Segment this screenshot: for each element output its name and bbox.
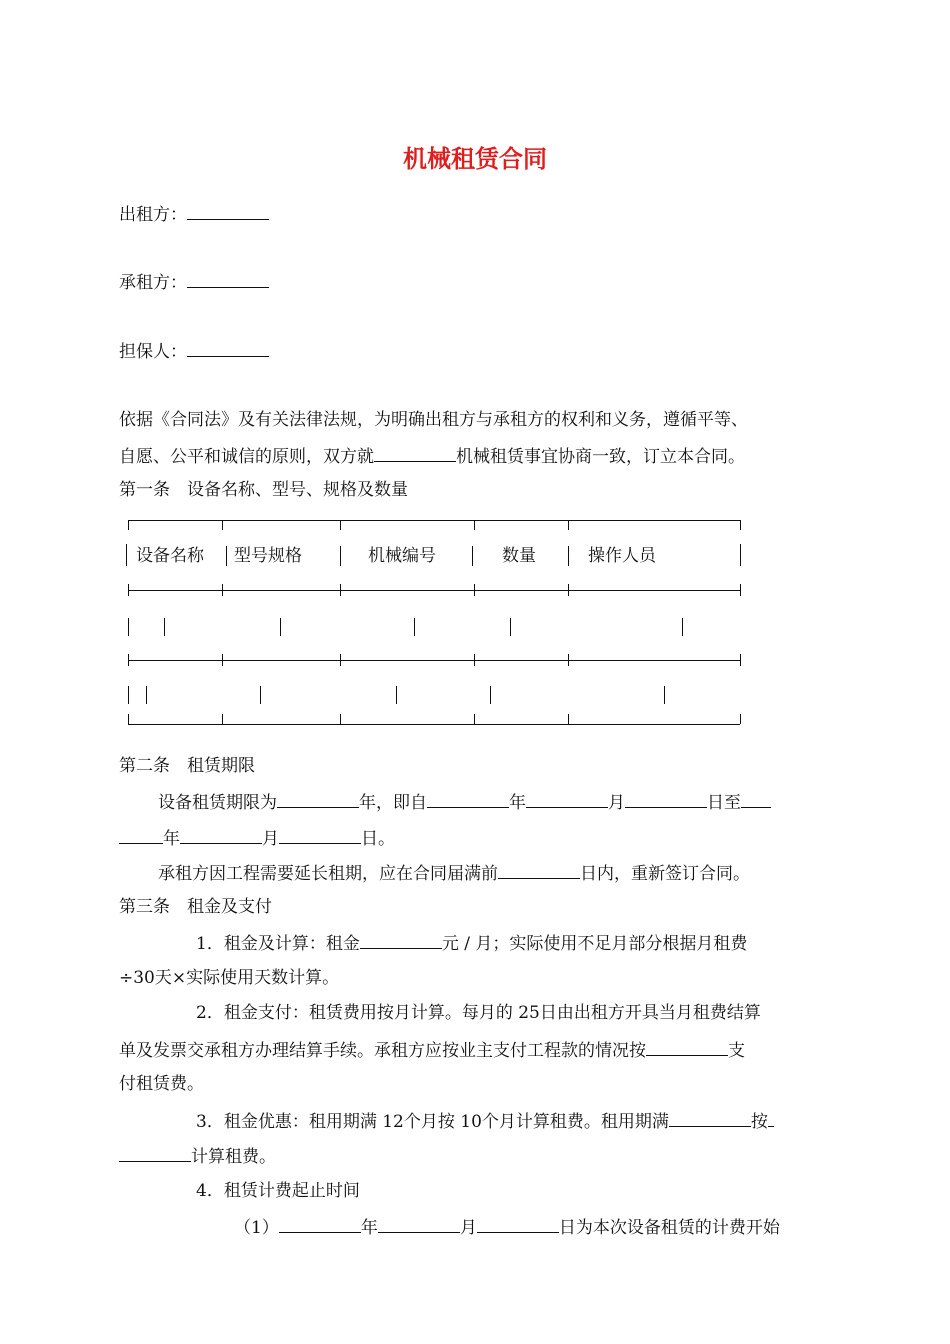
term-text: 日至 — [707, 793, 741, 813]
term-text: 日。 — [361, 829, 395, 849]
table-tick — [222, 520, 223, 530]
rent-item-4: 4．租赁计费起止时间 — [196, 1181, 360, 1201]
term-text: 月 — [262, 829, 279, 849]
table-tick — [474, 714, 475, 724]
intro-text-a: 自愿、公平和诚信的原则，双方就 — [119, 447, 374, 467]
table-tick — [568, 714, 569, 724]
table-cross — [222, 654, 223, 666]
discount-blank[interactable] — [768, 1108, 774, 1127]
equipment-table — [122, 516, 742, 732]
table-cell-divider — [396, 686, 397, 704]
table-tick — [340, 714, 341, 724]
table-cell-divider — [510, 618, 511, 636]
rent-text: 元 / 月；实际使用不足月部分根据月租费 — [441, 934, 748, 954]
table-header-cell: 型号规格 — [234, 546, 302, 566]
term-blank[interactable] — [741, 789, 771, 808]
table-border-right — [740, 544, 741, 566]
table-header-cell: 设备名称 — [136, 546, 204, 566]
term-blank[interactable] — [119, 825, 163, 844]
table-rule-middle — [128, 660, 740, 661]
table-cell-divider — [490, 686, 491, 704]
lessee-label: 承租方： — [119, 273, 187, 293]
table-col-divider — [568, 546, 569, 566]
table-header-cell: 操作人员 — [588, 546, 656, 566]
term-text: 年 — [163, 829, 180, 849]
rent-text: 按 — [750, 1112, 768, 1132]
table-cell-divider — [260, 686, 261, 704]
table-tick — [128, 584, 129, 596]
rent-item-2-end: 付租赁费。 — [119, 1074, 204, 1094]
term-blank[interactable] — [279, 825, 361, 844]
term-blank[interactable] — [625, 789, 707, 808]
lessor-label: 出租方： — [119, 205, 187, 225]
table-cell-divider — [280, 618, 281, 636]
extension-blank[interactable] — [498, 860, 580, 879]
term-blank[interactable] — [277, 789, 359, 808]
table-cell-divider — [128, 618, 129, 636]
table-cell-divider — [664, 686, 665, 704]
table-col-divider — [340, 546, 341, 566]
discount-blank[interactable] — [119, 1143, 191, 1162]
intro-line-2 — [119, 443, 745, 469]
table-cross — [222, 584, 223, 596]
intro-line-1: 依据《合同法》及有关法律法规，为明确出租方与承租方的权利和义务，遵循平等、 — [119, 410, 748, 430]
rent-item-3 — [196, 1108, 774, 1134]
term-blank[interactable] — [526, 789, 608, 808]
billing-text: 日为本次设备租赁的计费开始 — [558, 1218, 780, 1238]
rent-item-3-cont — [119, 1143, 276, 1169]
table-col-divider — [472, 546, 473, 566]
billing-text: 年 — [360, 1218, 378, 1238]
intro-text-b: 机械租赁事宜协商一致，订立本合同。 — [456, 447, 745, 467]
payment-blank[interactable] — [646, 1037, 728, 1056]
article2-heading: 第二条 租赁期限 — [119, 756, 255, 776]
table-tick — [740, 584, 741, 596]
rent-blank[interactable] — [360, 930, 442, 949]
table-tick — [128, 714, 129, 724]
table-tick — [740, 714, 741, 724]
rent-text: 3．租金优惠：租用期满 12个月按 10个月计算租费。租用期满 — [196, 1112, 669, 1132]
table-tick — [128, 520, 129, 530]
rent-item-1 — [196, 930, 747, 956]
table-tick — [740, 520, 741, 530]
rent-text: 1．租金及计算：租金 — [196, 934, 360, 954]
guarantor-line — [119, 338, 269, 364]
table-cross — [568, 654, 569, 666]
billing-text: （1） — [234, 1218, 279, 1238]
rent-item-2-cont — [119, 1037, 745, 1063]
table-cross — [474, 654, 475, 666]
table-cell-divider — [146, 686, 147, 704]
billing-text: 月 — [459, 1218, 477, 1238]
term-text: 设备租赁期限为 — [158, 793, 277, 813]
discount-blank[interactable] — [669, 1108, 751, 1127]
table-rule-header — [128, 590, 740, 591]
table-tick — [740, 654, 741, 666]
billing-start-line — [234, 1214, 780, 1240]
table-cell-divider — [164, 618, 165, 636]
term-blank[interactable] — [180, 825, 262, 844]
rent-item-1-cont: ÷30天×实际使用天数计算。 — [119, 968, 340, 988]
article3-heading: 第三条 租金及支付 — [119, 897, 272, 917]
article1-heading: 第一条 设备名称、型号、规格及数量 — [119, 480, 408, 500]
table-header-cell: 数量 — [502, 546, 536, 566]
billing-blank[interactable] — [279, 1214, 361, 1233]
table-tick — [474, 520, 475, 530]
term-blank[interactable] — [427, 789, 509, 808]
table-cross — [568, 584, 569, 596]
extension-text: 日内，重新签订合同。 — [580, 864, 750, 884]
table-cross — [340, 654, 341, 666]
table-border-left — [126, 544, 127, 566]
guarantor-label: 担保人： — [119, 342, 187, 362]
lessee-line — [119, 269, 269, 295]
extension-line — [158, 860, 750, 886]
table-rule-bottom — [128, 724, 740, 725]
table-cross — [340, 584, 341, 596]
table-cell-divider — [682, 618, 683, 636]
lessor-line — [119, 201, 269, 227]
billing-blank[interactable] — [378, 1214, 460, 1233]
machine-blank[interactable] — [374, 443, 456, 462]
billing-blank[interactable] — [477, 1214, 559, 1233]
rent-text: 支 — [728, 1041, 745, 1061]
table-tick — [568, 520, 569, 530]
table-cell-divider — [128, 686, 129, 704]
table-col-divider — [226, 546, 227, 566]
table-cross — [474, 584, 475, 596]
term-text: 月 — [608, 793, 625, 813]
document-title: 机械租赁合同 — [403, 144, 547, 173]
rent-item-2: 2．租金支付：租赁费用按月计算。每月的 25日由出租方开具当月租费结算 — [196, 1003, 761, 1023]
extension-text: 承租方因工程需要延长租期，应在合同届满前 — [158, 864, 498, 884]
lessee-blank[interactable] — [187, 269, 269, 288]
lessor-blank[interactable] — [187, 201, 269, 220]
rent-text: 单及发票交承租方办理结算手续。承租方应按业主支付工程款的情况按 — [119, 1041, 646, 1061]
term-line-1 — [158, 789, 771, 815]
table-tick — [128, 654, 129, 666]
table-tick — [222, 714, 223, 724]
table-cell-divider — [414, 618, 415, 636]
term-text: 年 — [509, 793, 526, 813]
table-tick — [340, 520, 341, 530]
rent-text: 计算租费。 — [191, 1147, 276, 1167]
table-rule-top — [128, 520, 740, 521]
term-line-2 — [119, 825, 395, 851]
table-header-cell: 机械编号 — [368, 546, 436, 566]
term-text: 年，即自 — [359, 793, 427, 813]
guarantor-blank[interactable] — [187, 338, 269, 357]
